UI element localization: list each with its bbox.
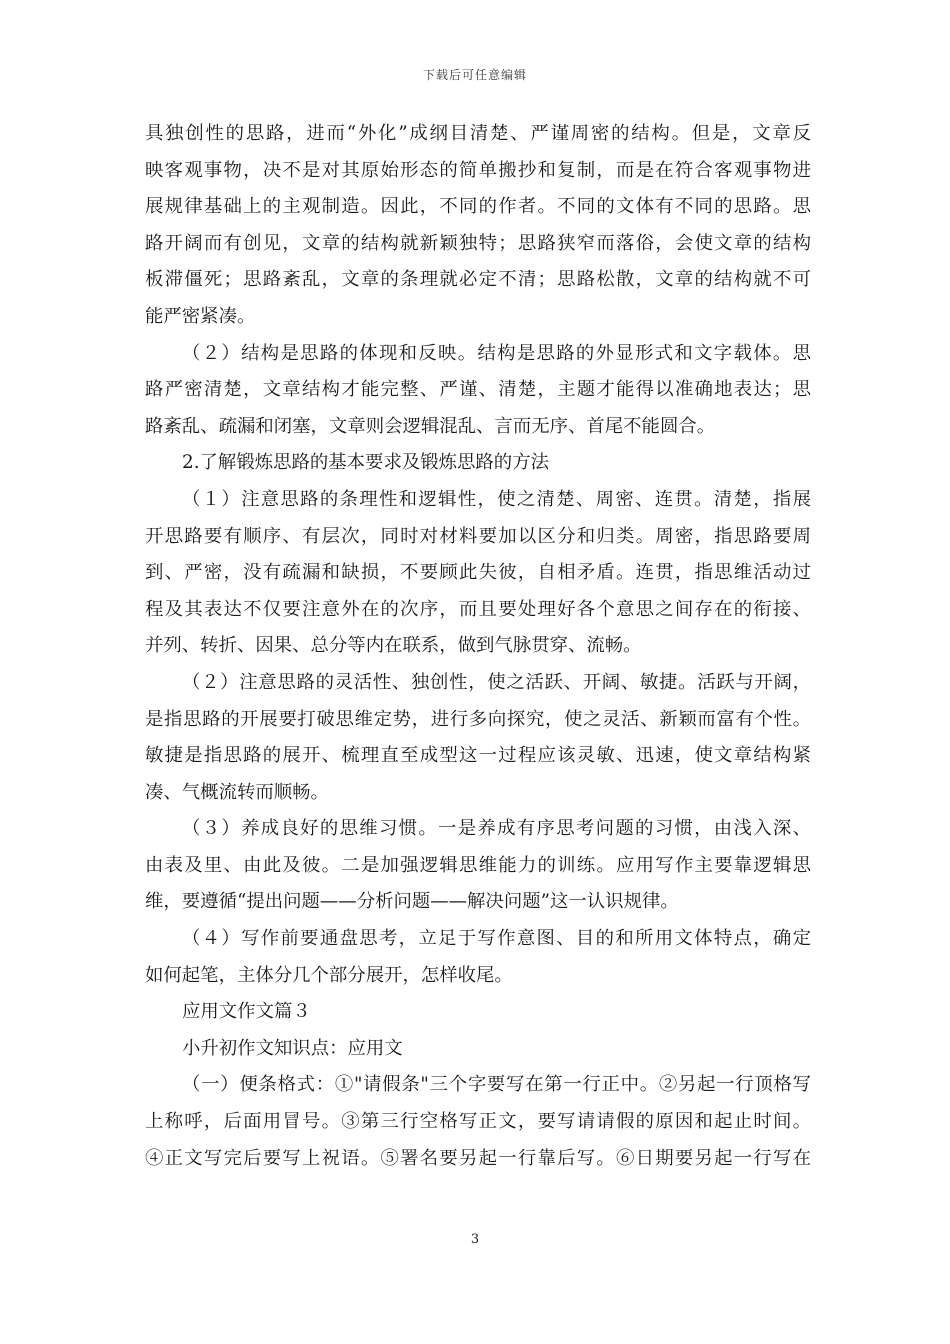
text-line: 凑、气概流转而顺畅。 bbox=[145, 781, 329, 803]
text-line: 如何起笔，主体分几个部分展开，怎样收尾。 bbox=[145, 964, 513, 986]
text-line: 程及其表达不仅要注意外在的次序，而且要处理好各个意思之间存在的衔接、 bbox=[145, 598, 811, 620]
text-line: 并列、转折、因果、总分等内在联系，做到气脉贯穿、流畅。 bbox=[145, 635, 642, 657]
page-header: 下载后可任意编辑 bbox=[422, 68, 527, 82]
text-line: 具独创性的思路，进而“外化”成纲目清楚、严谨周密的结构。但是，文章反 bbox=[145, 123, 811, 144]
text-line: （３）养成良好的思维习惯。一是养成有序思考问题的习惯，由浅入深、 bbox=[182, 818, 811, 840]
text-line: （２）注意思路的灵活性、独创性，使之活跃、开阔、敏捷。活跃与开阔， bbox=[182, 671, 811, 693]
text-line: 路严密清楚，文章结构才能完整、严谨、清楚，主题才能得以准确地表达；思 bbox=[145, 379, 811, 401]
section-heading: 小升初作文知识点：应用文 bbox=[182, 1037, 403, 1059]
text-line: （２）结构是思路的体现和反映。结构是思路的外显形式和文字载体。思 bbox=[182, 342, 811, 364]
text-line: 由表及里、由此及彼。二是加强逻辑思维能力的训练。应用写作主要靠逻辑思 bbox=[145, 854, 811, 876]
section-heading: 2.了解锻炼思路的基本要求及锻炼思路的方法 bbox=[182, 452, 549, 474]
text-line: 敏捷是指思路的展开、梳理直至成型这一过程应该灵敏、迅速，使文章结构紧 bbox=[145, 745, 811, 767]
text-line: 板滞僵死；思路紊乱，文章的条理就必定不清；思路松散，文章的结构就不可 bbox=[145, 269, 811, 291]
text-line: 到、严密，没有疏漏和缺损，不要顾此失彼，自相矛盾。连贯，指思维活动过 bbox=[145, 562, 811, 584]
text-line: （１）注意思路的条理性和逻辑性，使之清楚、周密、连贯。清楚，指展 bbox=[182, 488, 811, 510]
text-line: 维，要遵循“提出问题——分析问题——解决问题”这一认识规律。 bbox=[145, 891, 679, 913]
text-line: 能严密紧凑。 bbox=[145, 305, 256, 327]
text-line: 映客观事物，决不是对其原始形态的简单搬抄和复制，而是在符合客观事物进 bbox=[145, 159, 811, 181]
text-line: 路紊乱、疏漏和闭塞，文章则会逻辑混乱、言而无序、首尾不能圆合。 bbox=[145, 415, 716, 437]
text-line: 展规律基础上的主观制造。因此，不同的作者。不同的文体有不同的思路。思 bbox=[145, 196, 811, 218]
text-line: 上称呼，后面用冒号。③第三行空格写正文，要写请请假的原因和起止时间。 bbox=[145, 1111, 811, 1133]
text-line: （一）便条格式：①"请假条"三个字要写在第一行正中。②另起一行顶格写 bbox=[182, 1074, 811, 1096]
document-body bbox=[145, 116, 811, 1177]
text-line: ④正文写完后要写上祝语。⑤署名要另起一行靠后写。⑥日期要另起一行写在 bbox=[145, 1147, 811, 1169]
section-heading: 应用文作文篇３ bbox=[182, 1001, 311, 1023]
text-line: 开思路要有顺序、有层次，同时对材料要加以区分和归类。周密，指思路要周 bbox=[145, 525, 811, 547]
text-line: （４）写作前要通盘思考，立足于写作意图、目的和所用文体特点，确定 bbox=[182, 928, 811, 950]
text-line: 是指思路的开展要打破思维定势，进行多向探究，使之灵活、新颖而富有个性。 bbox=[145, 708, 811, 730]
text-line: 路开阔而有创见，文章的结构就新颖独特；思路狭窄而落俗，会使文章的结构 bbox=[145, 232, 811, 254]
page-number: 3 bbox=[470, 1232, 480, 1247]
